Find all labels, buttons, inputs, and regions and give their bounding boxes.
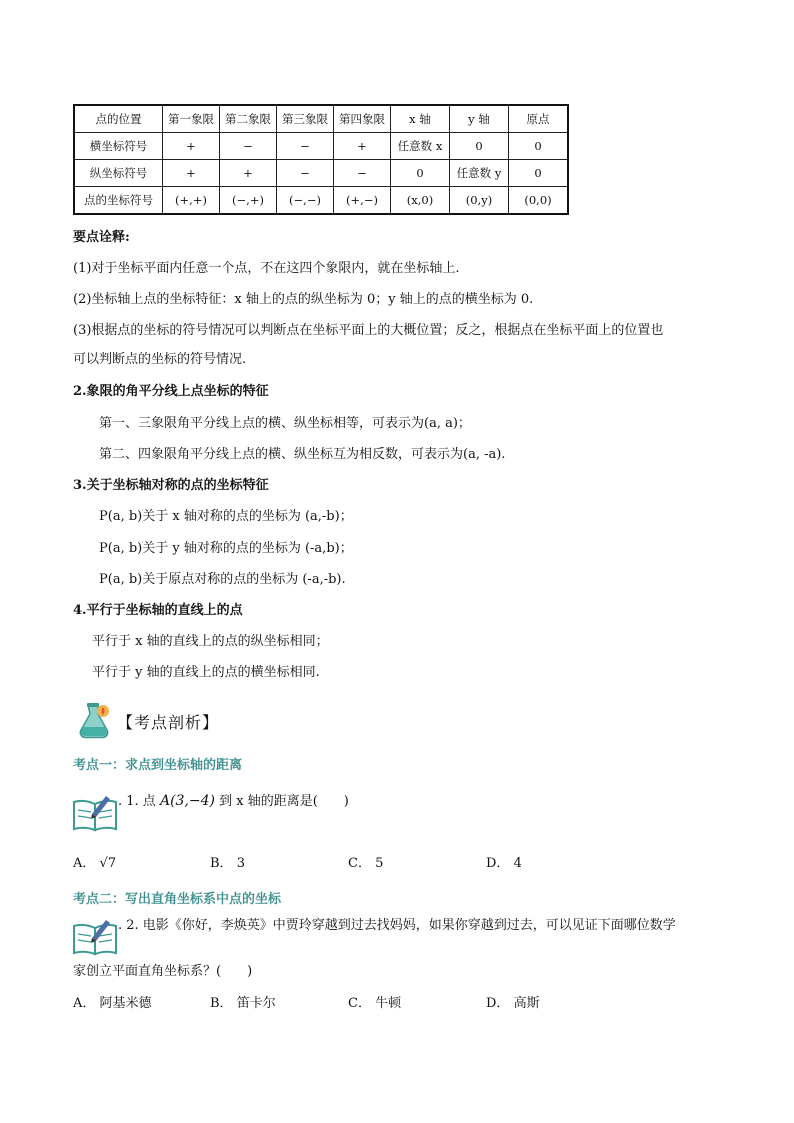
table-cell: (0,0) bbox=[509, 187, 569, 215]
flask-icon bbox=[74, 701, 114, 741]
section-3-line-3: P(a, b)关于原点对称的点的坐标为 (-a,-b). bbox=[99, 572, 346, 587]
option-text: 4 bbox=[513, 856, 522, 871]
section-4-line-1: 平行于 x 轴的直线上的点的纵坐标相同； bbox=[92, 634, 329, 649]
table-cell: − bbox=[277, 133, 334, 160]
option-text: 高斯 bbox=[513, 996, 540, 1011]
table-cell: y 轴 bbox=[450, 105, 509, 133]
question-2-line-1: . 2. 电影《你好，李焕英》中贾玲穿越到过去找妈妈，如果你穿越到过去，可以见证下面哪位数学 bbox=[118, 918, 676, 933]
book-pencil-icon bbox=[72, 792, 118, 832]
table-cell: 任意数 x bbox=[391, 133, 450, 160]
table-cell: − bbox=[334, 160, 391, 187]
table-cell: + bbox=[334, 133, 391, 160]
option-text: 5 bbox=[375, 856, 384, 871]
section-4-title: 4.平行于坐标轴的直线上的点 bbox=[73, 603, 243, 618]
table-cell: (−,−) bbox=[277, 187, 334, 215]
table-row bbox=[74, 133, 568, 160]
option-text: 3 bbox=[236, 856, 245, 871]
option-label: D． bbox=[486, 996, 510, 1011]
section-4-line-2: 平行于 y 轴的直线上的点的横坐标相同. bbox=[92, 665, 320, 680]
table-cell: 横坐标符号 bbox=[74, 133, 163, 160]
q2-option-c[interactable] bbox=[348, 995, 401, 1013]
table-cell: 点的位置 bbox=[74, 105, 163, 133]
table-cell: 任意数 y bbox=[450, 160, 509, 187]
table-cell: x 轴 bbox=[391, 105, 450, 133]
table-cell: (+,−) bbox=[334, 187, 391, 215]
notes-title: 要点诠释: bbox=[73, 230, 130, 245]
table-cell: 第二象限 bbox=[220, 105, 277, 133]
table-cell: 第三象限 bbox=[277, 105, 334, 133]
option-label: D． bbox=[486, 856, 510, 871]
section-3-title: 3.关于坐标轴对称的点的坐标特征 bbox=[73, 478, 269, 493]
q1-option-a[interactable] bbox=[73, 855, 116, 873]
table-cell: + bbox=[220, 160, 277, 187]
section-3-line-2: P(a, b)关于 y 轴对称的点的坐标为 (-a,b)； bbox=[99, 541, 353, 556]
section-2-title: 2.象限的角平分线上点坐标的特征 bbox=[73, 384, 269, 399]
table-cell: 点的坐标符号 bbox=[74, 187, 163, 215]
table-cell: 第一象限 bbox=[163, 105, 220, 133]
table-cell: + bbox=[163, 160, 220, 187]
table-cell: 0 bbox=[509, 133, 569, 160]
option-text: 牛顿 bbox=[375, 996, 402, 1011]
table-cell: 0 bbox=[450, 133, 509, 160]
q1-option-d[interactable] bbox=[486, 855, 522, 873]
q1-option-c[interactable] bbox=[348, 855, 383, 873]
topic-1-title: 考点一：求点到坐标轴的距离 bbox=[73, 758, 243, 773]
table-cell: − bbox=[277, 160, 334, 187]
question-1 bbox=[118, 792, 349, 811]
notes-item-2: (2)坐标轴上点的坐标特征：x 轴上的点的纵坐标为 0；y 轴上的点的横坐标为 0. bbox=[73, 292, 534, 307]
table-cell: − bbox=[220, 133, 277, 160]
q2-option-a[interactable] bbox=[73, 995, 152, 1013]
question-1-suffix: 到 x 轴的距离是( ) bbox=[219, 794, 349, 809]
coordinate-sign-table bbox=[73, 104, 569, 215]
option-label: A． bbox=[73, 996, 96, 1011]
table-cell: + bbox=[163, 133, 220, 160]
option-label: C． bbox=[348, 856, 371, 871]
option-text: 笛卡尔 bbox=[236, 996, 276, 1011]
point-a-math: A(3,−4) bbox=[159, 793, 215, 809]
table-row bbox=[74, 187, 568, 215]
option-label: B． bbox=[210, 996, 233, 1011]
notes-item-3-cont: 可以判断点的坐标的符号情况. bbox=[73, 352, 247, 367]
notes-item-3: (3)根据点的坐标的符号情况可以判断点在坐标平面上的大概位置；反之，根据点在坐标平面上的位置也 bbox=[73, 323, 664, 338]
table-cell: (+,+) bbox=[163, 187, 220, 215]
option-label: B． bbox=[210, 856, 233, 871]
q1-option-b[interactable] bbox=[210, 855, 245, 873]
table-cell: 原点 bbox=[509, 105, 569, 133]
topic-2-title: 考点二：写出直角坐标系中点的坐标 bbox=[73, 892, 282, 907]
q2-option-b[interactable] bbox=[210, 995, 276, 1013]
table-header-row bbox=[74, 105, 568, 133]
table-cell: 纵坐标符号 bbox=[74, 160, 163, 187]
table-cell: (0,y) bbox=[450, 187, 509, 215]
table-cell: (−,+) bbox=[220, 187, 277, 215]
option-label: C． bbox=[348, 996, 371, 1011]
notes-item-1: (1)对于坐标平面内任意一个点，不在这四个象限内，就在坐标轴上. bbox=[73, 261, 460, 276]
section-2-line-2: 第二、四象限角平分线上点的横、纵坐标互为相反数，可表示为(a, -a). bbox=[99, 447, 506, 462]
table-row bbox=[74, 160, 568, 187]
analysis-heading: 【考点剖析】 bbox=[117, 713, 220, 732]
question-2-line-2: 家创立平面直角坐标系？( ) bbox=[73, 964, 253, 979]
option-text: 阿基米德 bbox=[99, 996, 152, 1011]
section-2-line-1: 第一、三象限角平分线上点的横、纵坐标相等，可表示为(a, a)； bbox=[99, 416, 471, 431]
table-cell: 0 bbox=[391, 160, 450, 187]
question-1-prefix: . 1. 点 bbox=[118, 794, 156, 809]
book-pencil-icon bbox=[72, 916, 118, 956]
option-label: A． bbox=[73, 856, 96, 871]
table-cell: 0 bbox=[509, 160, 569, 187]
q2-option-d[interactable] bbox=[486, 995, 540, 1013]
table-cell: 第四象限 bbox=[334, 105, 391, 133]
table-cell: (x,0) bbox=[391, 187, 450, 215]
section-3-line-1: P(a, b)关于 x 轴对称的点的坐标为 (a,-b)； bbox=[99, 509, 353, 524]
option-text: √7 bbox=[99, 856, 117, 871]
